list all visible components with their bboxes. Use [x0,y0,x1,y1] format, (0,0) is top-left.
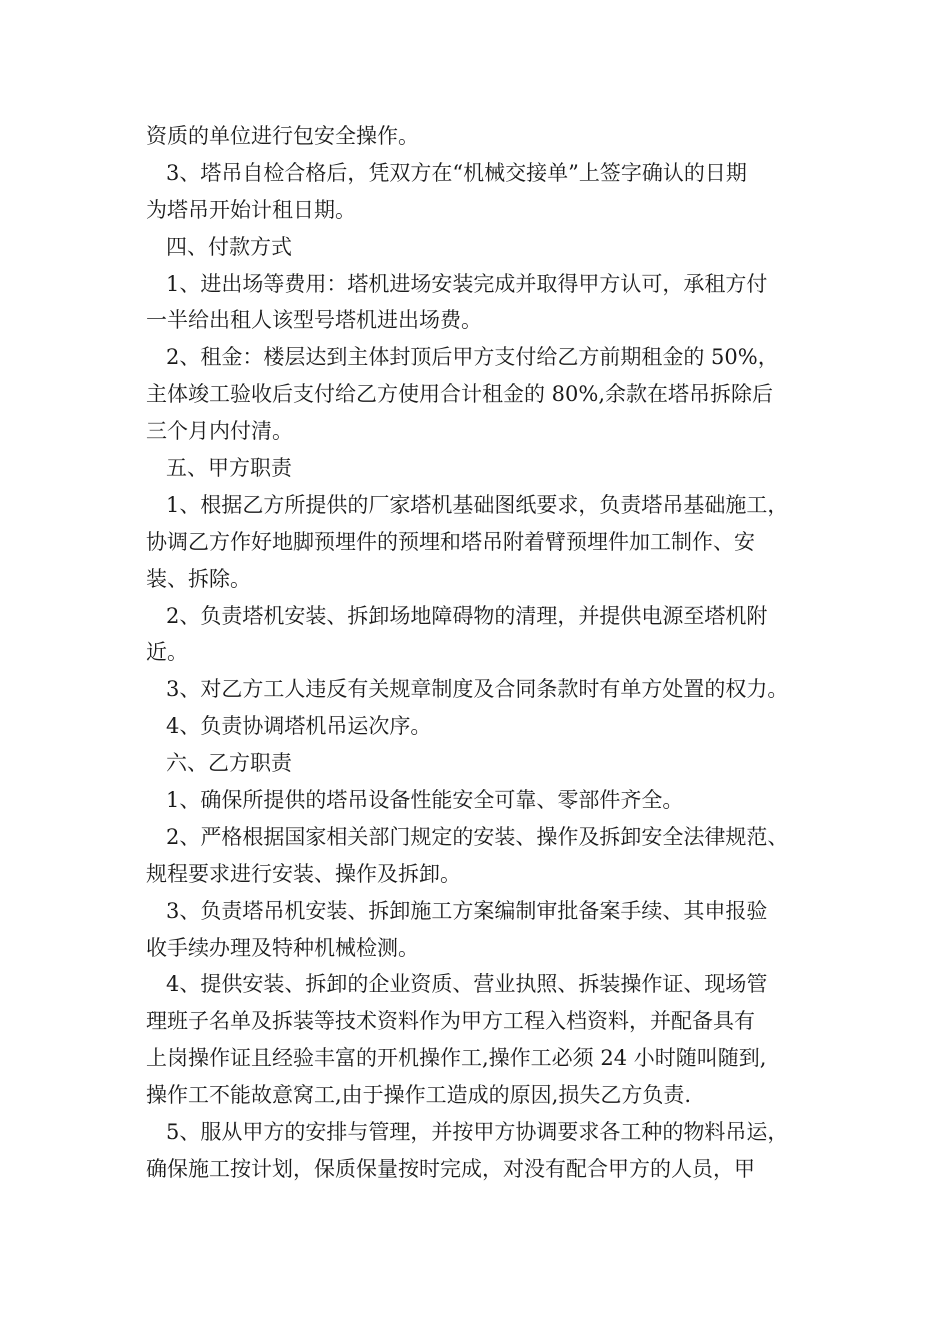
text-line: 为塔吊开始计租日期。 [146,197,356,222]
text-line: 近。 [146,640,188,665]
text-line: 六、乙方职责 [166,751,292,776]
text-line: 操作工不能故意窝工,由于操作工造成的原因,损失乙方负责. [146,1083,692,1108]
text-line: 四、付款方式 [166,234,292,259]
text-line: 3、对乙方工人违反有关规章制度及合同条款时有单方处置的权力。 [166,677,789,702]
text-line: 2、严格根据国家相关部门规定的安装、操作及拆卸安全法律规范、 [166,824,789,849]
text-line: 3、塔吊自检合格后，凭双方在“机械交接单”上签字确认的日期 [166,160,747,185]
text-line: 4、提供安装、拆卸的企业资质、营业执照、拆装操作证、现场管 [166,972,768,997]
text-line: 1、进出场等费用：塔机进场安装完成并取得甲方认可，承租方付 [166,271,768,296]
text-line: 主体竣工验收后支付给乙方使用合计租金的 80%,余款在塔吊拆除后 [146,382,774,407]
text-line: 3、负责塔吊机安装、拆卸施工方案编制审批备案手续、其申报验 [166,898,768,923]
text-line: 协调乙方作好地脚预埋件的预埋和塔吊附着臂预埋件加工制作、安 [146,529,755,554]
text-line: 5、服从甲方的安排与管理，并按甲方协调要求各工种的物料吊运， [166,1120,789,1145]
text-line: 装、拆除。 [146,566,251,591]
text-line: 一半给出租人该型号塔机进出场费。 [146,308,482,333]
text-line: 上岗操作证且经验丰富的开机操作工,操作工必须 24 小时随叫随到, [146,1046,767,1071]
document-body [146,118,830,1188]
text-line: 1、根据乙方所提供的厂家塔机基础图纸要求，负责塔吊基础施工， [166,492,789,517]
text-line: 2、租金：楼层达到主体封顶后甲方支付给乙方前期租金的 50%， [166,345,779,370]
text-line: 规程要求进行安装、操作及拆卸。 [146,861,461,886]
text-line: 1、确保所提供的塔吊设备性能安全可靠、零部件齐全。 [166,788,684,813]
text-line: 收手续办理及特种机械检测。 [146,935,419,960]
text-line: 确保施工按计划，保质保量按时完成，对没有配合甲方的人员，甲 [146,1156,755,1181]
text-line: 五、甲方职责 [166,456,292,481]
text-line: 理班子名单及拆装等技术资料作为甲方工程入档资料，并配备具有 [146,1009,755,1034]
text-line: 资质的单位进行包安全操作。 [146,124,419,148]
text-line: 4、负责协调塔机吊运次序。 [166,714,432,739]
text-line: 2、负责塔机安装、拆卸场地障碍物的清理，并提供电源至塔机附 [166,603,768,628]
text-line: 三个月内付清。 [146,419,293,444]
